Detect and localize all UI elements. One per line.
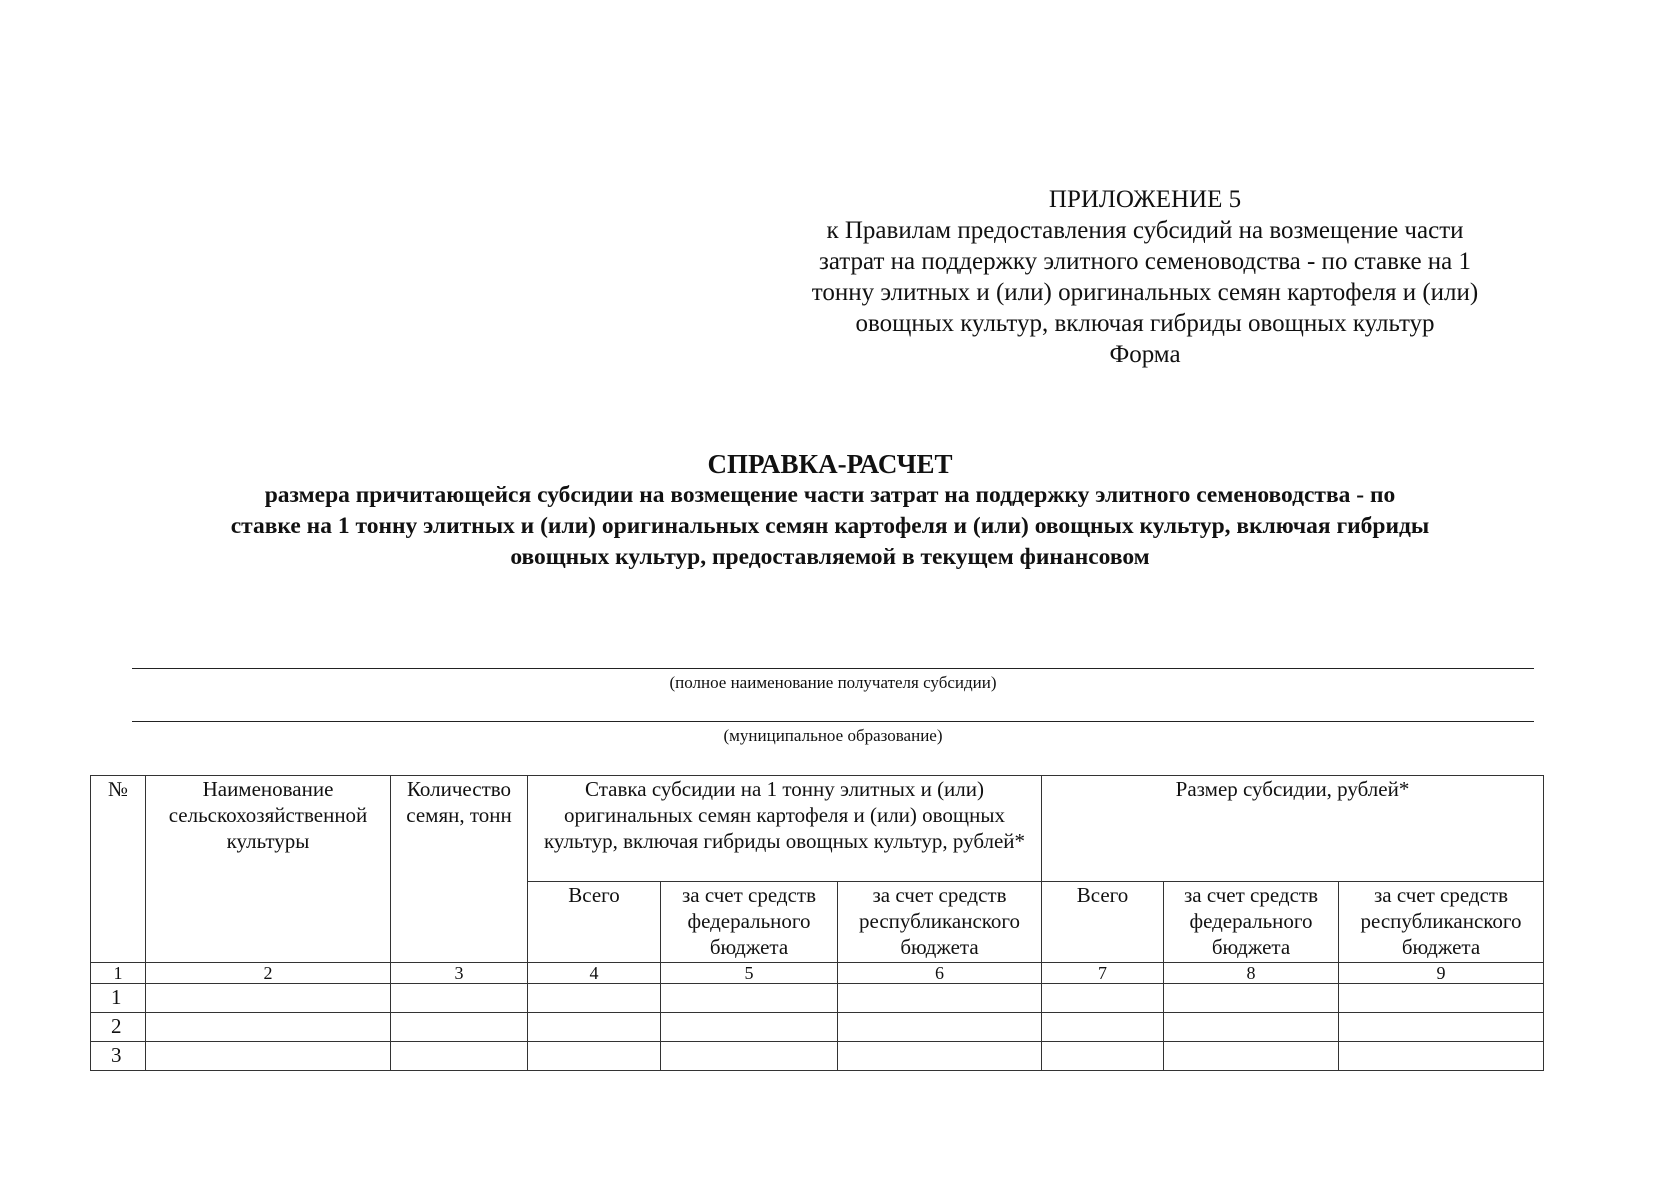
rate-republic-cell[interactable] bbox=[838, 1042, 1042, 1071]
document-title: СПРАВКА-РАСЧЕТ bbox=[707, 449, 953, 479]
size-federal-cell[interactable] bbox=[1164, 1013, 1339, 1042]
appendix-title: ПРИЛОЖЕНИЕ 5 bbox=[1048, 186, 1242, 213]
header-quantity: Количество семян, тонн bbox=[391, 776, 528, 963]
quantity-cell[interactable] bbox=[391, 984, 528, 1013]
document-subtitle-line: овощных культур, предоставляемой в текущем финансовом bbox=[510, 544, 1150, 570]
table-row bbox=[91, 1042, 1544, 1071]
header-rate-total: Всего bbox=[528, 882, 661, 963]
crop-cell[interactable] bbox=[146, 984, 391, 1013]
header-rate-republic: за счет средств республиканского бюджета bbox=[838, 882, 1042, 963]
document-subtitle-line: размера причитающейся субсидии на возмещение части затрат на поддержку элитного семеноводства - по bbox=[264, 482, 1396, 508]
header-rate-group: Ставка субсидии на 1 тонну элитных и (или) оригинальных семян картофеля и (или) овощных культур, включая гибриды овощных культур, рублей* bbox=[528, 776, 1042, 882]
quantity-cell[interactable] bbox=[391, 1042, 528, 1071]
appendix-line: тонну элитных и (или) оригинальных семян картофеля и (или) bbox=[811, 279, 1479, 306]
header-row bbox=[91, 776, 1544, 882]
header-size-group: Размер субсидии, рублей* bbox=[1042, 776, 1544, 882]
rate-federal-cell[interactable] bbox=[661, 984, 838, 1013]
appendix-line: затрат на поддержку элитного семеноводства - по ставке на 1 bbox=[818, 248, 1472, 275]
column-number: 7 bbox=[1042, 963, 1164, 984]
header-crop: Наименование сельскохозяйственной культуры bbox=[146, 776, 391, 963]
size-total-cell[interactable] bbox=[1042, 984, 1164, 1013]
column-number: 5 bbox=[661, 963, 838, 984]
size-republic-cell[interactable] bbox=[1339, 1013, 1544, 1042]
recipient-name-field[interactable] bbox=[132, 668, 1534, 669]
rate-total-cell[interactable] bbox=[528, 984, 661, 1013]
rate-republic-cell[interactable] bbox=[838, 1013, 1042, 1042]
form-label: Форма bbox=[1109, 341, 1181, 368]
crop-cell[interactable] bbox=[146, 1013, 391, 1042]
column-number: 9 bbox=[1339, 963, 1544, 984]
header-size-total: Всего bbox=[1042, 882, 1164, 963]
column-number: 6 bbox=[838, 963, 1042, 984]
row-number: 1 bbox=[91, 984, 146, 1013]
quantity-cell[interactable] bbox=[391, 1013, 528, 1042]
size-republic-cell[interactable] bbox=[1339, 1042, 1544, 1071]
column-number: 8 bbox=[1164, 963, 1339, 984]
column-number: 4 bbox=[528, 963, 661, 984]
header-size-republic: за счет средств республиканского бюджета bbox=[1339, 882, 1544, 963]
size-total-cell[interactable] bbox=[1042, 1013, 1164, 1042]
municipality-field[interactable] bbox=[132, 721, 1534, 722]
row-number: 2 bbox=[91, 1013, 146, 1042]
rate-republic-cell[interactable] bbox=[838, 984, 1042, 1013]
document-subtitle-line: ставке на 1 тонну элитных и (или) оригинальных семян картофеля и (или) овощных культур, включая гибриды bbox=[230, 513, 1430, 539]
size-federal-cell[interactable] bbox=[1164, 984, 1339, 1013]
table-row bbox=[91, 1013, 1544, 1042]
appendix-block bbox=[760, 184, 1530, 370]
crop-cell[interactable] bbox=[146, 1042, 391, 1071]
rate-total-cell[interactable] bbox=[528, 1013, 661, 1042]
header-size-federal: за счет средств федерального бюджета bbox=[1164, 882, 1339, 963]
rate-federal-cell[interactable] bbox=[661, 1042, 838, 1071]
row-number: 3 bbox=[91, 1042, 146, 1071]
rate-federal-cell[interactable] bbox=[661, 1013, 838, 1042]
municipality-caption: (муниципальное образование) bbox=[723, 726, 943, 745]
subsidy-calculation-table bbox=[90, 775, 1544, 1071]
size-federal-cell[interactable] bbox=[1164, 1042, 1339, 1071]
size-total-cell[interactable] bbox=[1042, 1042, 1164, 1071]
rate-total-cell[interactable] bbox=[528, 1042, 661, 1071]
header-rate-federal: за счет средств федерального бюджета bbox=[661, 882, 838, 963]
size-republic-cell[interactable] bbox=[1339, 984, 1544, 1013]
table-row bbox=[91, 984, 1544, 1013]
appendix-line: овощных культур, включая гибриды овощных культур bbox=[855, 310, 1435, 337]
column-number: 1 bbox=[91, 963, 146, 984]
appendix-line: к Правилам предоставления субсидий на возмещение части bbox=[826, 217, 1464, 244]
recipient-name-caption: (полное наименование получателя субсидии) bbox=[669, 673, 997, 692]
document-heading bbox=[100, 448, 1560, 573]
header-no: № bbox=[91, 776, 146, 963]
column-number: 2 bbox=[146, 963, 391, 984]
column-number: 3 bbox=[391, 963, 528, 984]
column-number-row bbox=[91, 963, 1544, 984]
